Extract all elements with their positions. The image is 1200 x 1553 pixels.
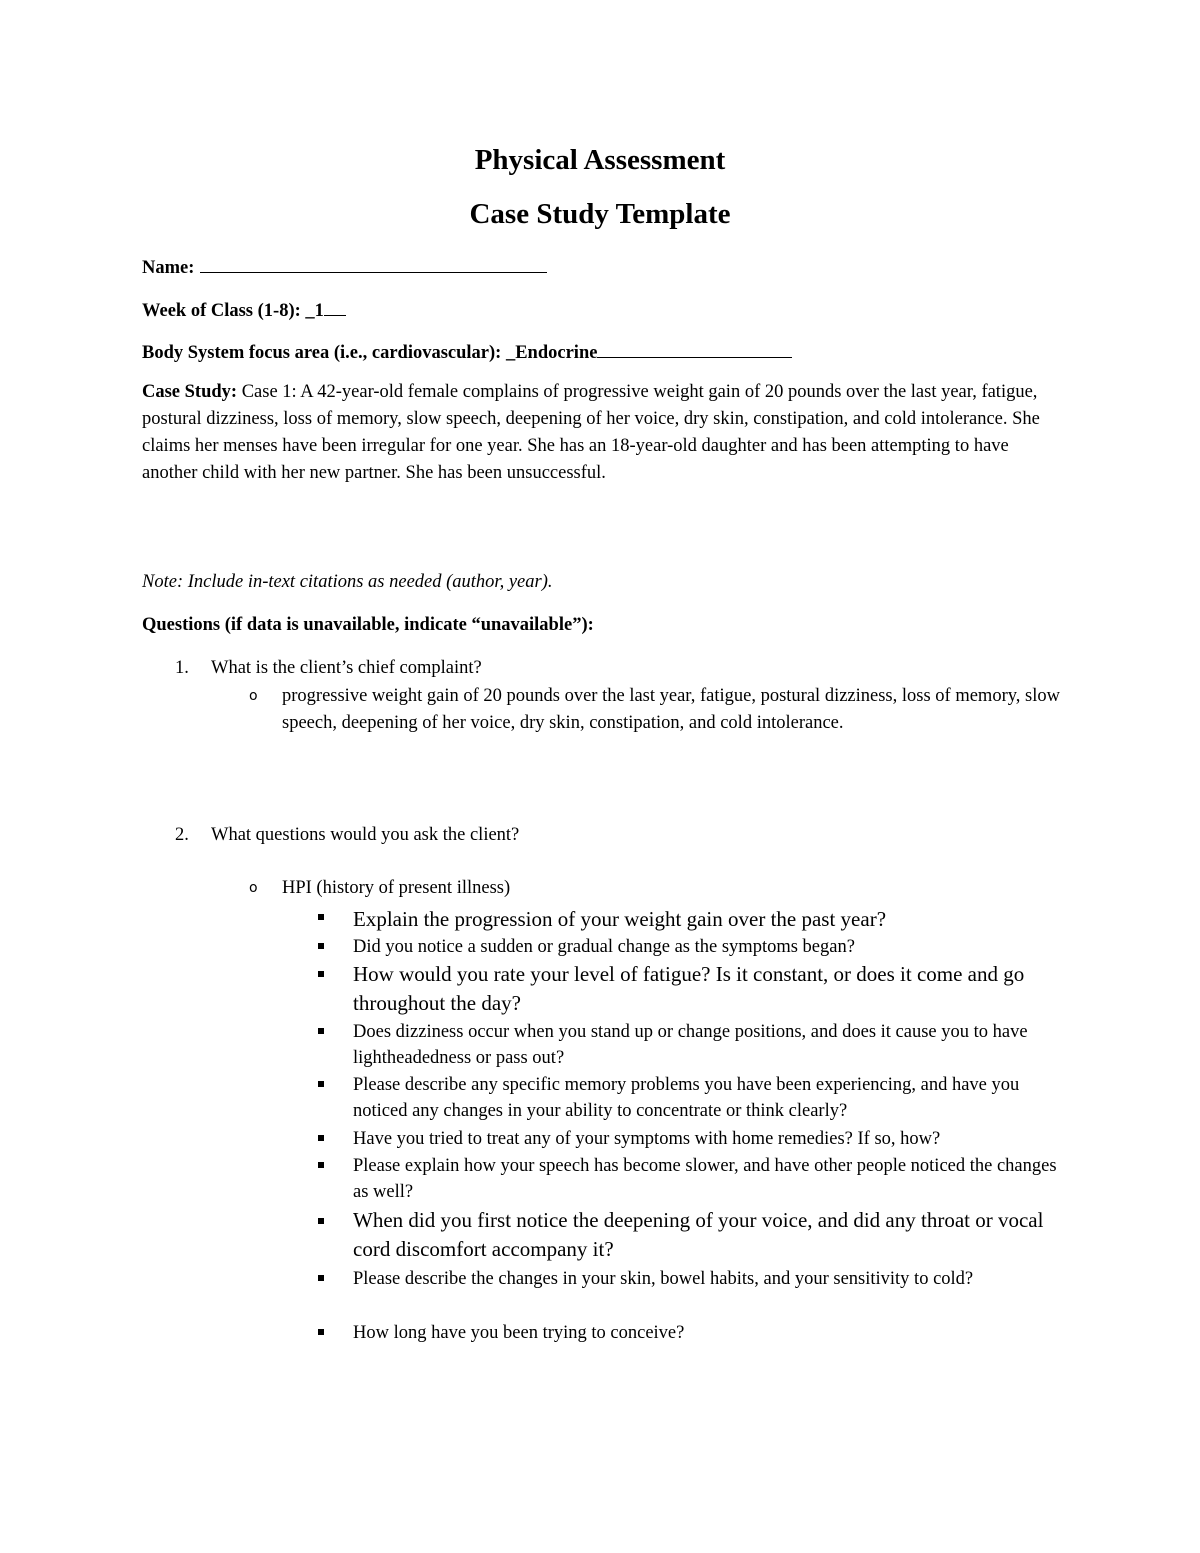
question-2-number: 2. (175, 825, 189, 845)
square-bullet-icon (318, 971, 324, 977)
name-blank-line[interactable] (200, 254, 547, 273)
question-1-text: What is the client’s chief complaint? (211, 658, 482, 678)
hpi-question: Have you tried to treat any of your symptoms with home remedies? If so, how? (353, 1129, 941, 1149)
questions-header: Questions (if data is unavailable, indicate “unavailable”): (142, 615, 594, 635)
square-bullet-icon (318, 1135, 324, 1141)
square-bullet-icon (318, 914, 324, 920)
case-study-label: Case Study: (142, 382, 238, 402)
name-field (142, 254, 547, 280)
hpi-question: Did you notice a sudden or gradual change as the symptoms began? (353, 937, 855, 957)
hpi-question: Please explain how your speech has become slower, and have other people noticed the changes as well? (353, 1156, 1057, 1202)
document-subtitle: Case Study Template (469, 198, 731, 230)
body-system-blank-line (597, 339, 792, 358)
square-bullet-icon (318, 1081, 324, 1087)
square-bullet-icon (318, 943, 324, 949)
square-bullet-icon (318, 1028, 324, 1034)
hpi-question: When did you first notice the deepening of your voice, and did any throat or vocal cord discomfort accompany it? (353, 1208, 1044, 1261)
hpi-question: How would you rate your level of fatigue? Is it constant, or does it come and go throughout the day? (353, 962, 1025, 1015)
hpi-question: How long have you been trying to conceive? (353, 1323, 685, 1343)
case-study-text: Case 1: A 42-year-old female complains of progressive weight gain of 20 pounds over the last year, fatigue, postural dizziness, loss of memory, slow speech, deepening of her voice, dry skin, constipation, and cold intolerance. She claims her menses have been irregular for one year. She has an 18-year-old daughter and has been attempting to have another child with her new partner. She has been unsuccessful. (142, 382, 1040, 483)
question-2-text: What questions would you ask the client? (211, 825, 520, 845)
week-value: 1 (314, 301, 324, 321)
sub-bullet-icon: o (249, 688, 258, 704)
question-1-answer: progressive weight gain of 20 pounds over the last year, fatigue, postural dizziness, loss of memory, slow speech, deepening of her voice, dry skin, constipation, and cold intolerance. (282, 686, 1060, 733)
hpi-question: Please describe any specific memory problems you have been experiencing, and have you noticed any changes in your ability to concentrate or think clearly? (353, 1075, 1020, 1121)
hpi-question: Explain the progression of your weight gain over the past year? (353, 907, 887, 931)
square-bullet-icon (318, 1162, 324, 1168)
document-title: Physical Assessment (474, 144, 726, 176)
square-bullet-icon (318, 1218, 324, 1224)
case-study-paragraph (142, 379, 1067, 487)
square-bullet-icon (318, 1275, 324, 1281)
square-bullet-icon (318, 1329, 324, 1335)
body-system-value: Endocrine (515, 343, 598, 363)
week-field (142, 297, 346, 323)
week-blank-line (324, 297, 346, 316)
hpi-label: HPI (history of present illness) (282, 878, 511, 898)
name-label: Name: (142, 258, 195, 278)
sub-bullet-icon: o (249, 880, 258, 896)
week-label: Week of Class (1-8): _ (142, 301, 315, 321)
question-1-number: 1. (175, 658, 189, 678)
hpi-question: Please describe the changes in your skin, bowel habits, and your sensitivity to cold? (353, 1269, 974, 1289)
citation-note: Note: Include in-text citations as needed (author, year). (142, 572, 553, 592)
body-system-label: Body System focus area (i.e., cardiovascular): _ (142, 343, 516, 363)
body-system-field (142, 339, 792, 365)
hpi-question: Does dizziness occur when you stand up or change positions, and does it cause you to have lightheadedness or pass out? (353, 1022, 1028, 1068)
